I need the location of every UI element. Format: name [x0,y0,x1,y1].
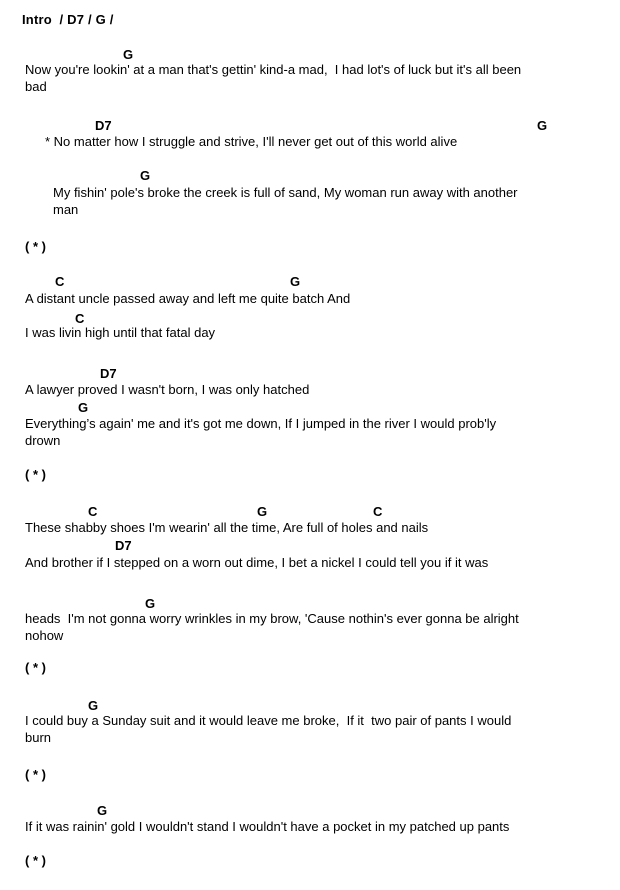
chord-row [0,803,620,819]
section-marker: ( * ) [25,660,46,675]
chord-row [0,47,620,63]
chord-label: G [145,596,156,611]
section-marker: ( * ) [25,467,46,482]
chord-row [0,366,620,382]
section-marker: ( * ) [25,239,46,254]
chord-label: G [78,400,89,415]
lyric-line: * No matter how I struggle and strive, I'll never get out of this world alive [45,134,458,149]
lyric-line: heads I'm not gonna worry wrinkles in my brow, 'Cause nothin's ever gonna be alright [25,611,519,626]
chord-label: C [373,504,383,519]
chord-label: C [55,274,65,289]
chord-label: D7 [100,366,117,381]
chord-row [0,118,620,134]
chord-label: D7 [95,118,112,133]
lyric-line: These shabby shoes I'm wearin' all the time, Are full of holes and nails [25,520,429,535]
lyric-line: I was livin high until that fatal day [25,325,216,340]
lyric-line: A lawyer proved I wasn't born, I was only hatched [25,382,310,397]
chord-row [0,400,620,416]
chord-label: G [123,47,134,62]
chord-label: G [537,118,548,133]
lyric-line: nohow [25,628,64,643]
lyric-line: bad [25,79,47,94]
lyric-line: A distant uncle passed away and left me quite batch And [25,291,351,306]
chord-row [0,504,620,520]
lyric-line: And brother if I stepped on a worn out dime, I bet a nickel I could tell you if it was [25,555,489,570]
chord-row [0,274,620,290]
lyric-line: burn [25,730,52,745]
chord-label: C [75,311,85,326]
chord-label: D7 [115,538,132,553]
chord-row [0,538,620,554]
chord-label: G [97,803,108,818]
section-marker: ( * ) [25,853,46,868]
chord-row [0,596,620,612]
lyric-line: I could buy a Sunday suit and it would leave me broke, If it two pair of pants I would [25,713,512,728]
lyric-line: Now you're lookin' at a man that's gettin' kind-a mad, I had lot's of luck but it's all been [25,62,522,77]
chord-label: G [88,698,99,713]
lyric-line: If it was rainin' gold I wouldn't stand I wouldn't have a pocket in my patched up pants [25,819,510,834]
section-marker: ( * ) [25,767,46,782]
lyric-line: man [53,202,79,217]
chord-label: G [257,504,268,519]
chord-label: C [88,504,98,519]
lyric-line: Everything’s again' me and it's got me down, If I jumped in the river I would prob'ly [25,416,497,431]
chord-label: G [140,168,151,183]
chord-label: G [290,274,301,289]
chord-row [0,168,620,184]
lyric-line: My fishin' pole's broke the creek is full of sand, My woman run away with another [53,185,518,200]
chord-row [0,698,620,714]
intro-line: Intro / D7 / G / [22,12,114,27]
lyric-line: drown [25,433,61,448]
